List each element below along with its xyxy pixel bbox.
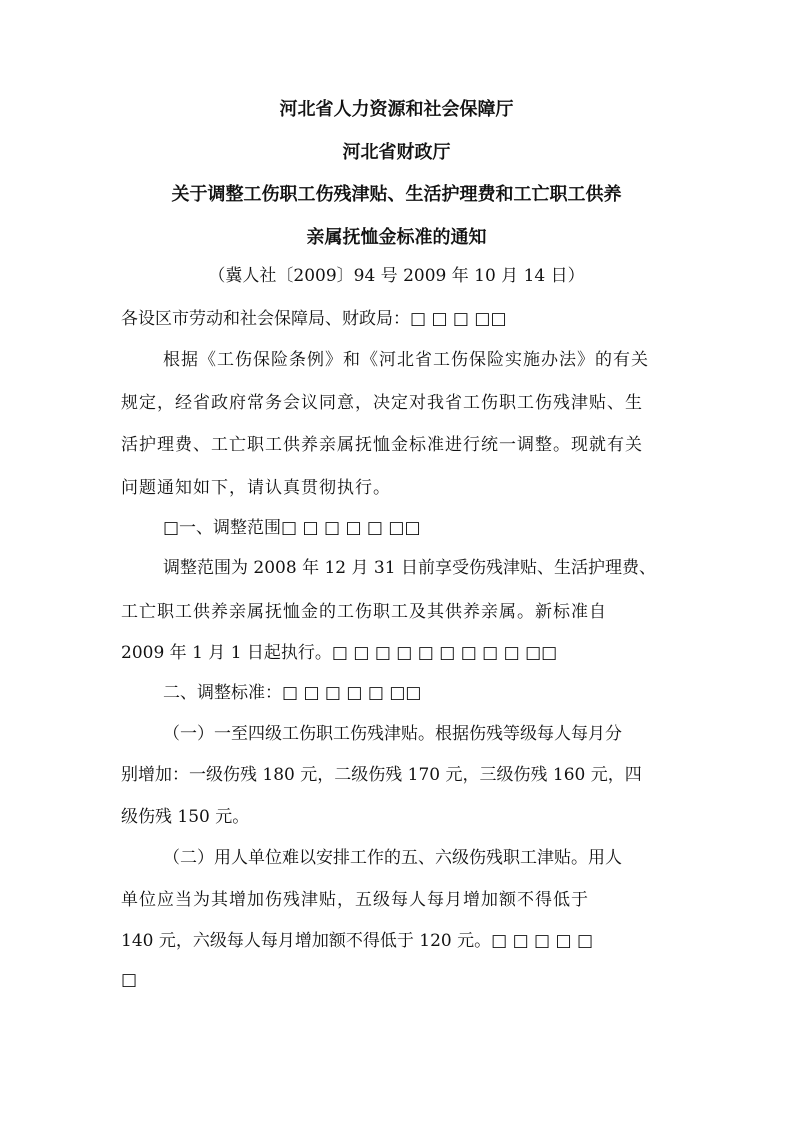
paragraph-4-line-2: 单位应当为其增加伤残津贴，五级每人每月增加额不得低于 bbox=[121, 890, 589, 910]
paragraph-2-line-3: 2009 年 1 月 1 日起执行。□ □ □ □ □ □ □ □ □ □□ bbox=[121, 643, 558, 663]
notice-title-line-1: 关于调整工伤职工伤残津贴、生活护理费和工亡职工供养 bbox=[171, 184, 622, 205]
section-2-heading: 二、调整标准：□ □ □ □ □ □□ bbox=[163, 683, 422, 703]
paragraph-1-line-1: 根据《工伤保险条例》和《河北省工伤保险实施办法》的有关 bbox=[163, 350, 649, 370]
paragraph-1-line-2: 规定，经省政府常务会议同意，决定对我省工伤职工伤残津贴、生 bbox=[121, 393, 643, 413]
paragraph-3-line-1: （一）一至四级工伤职工伤残津贴。根据伤残等级每人每月分 bbox=[163, 724, 622, 744]
paragraph-4-line-1: （二）用人单位难以安排工作的五、六级伤残职工津贴。用人 bbox=[163, 848, 622, 868]
paragraph-4-line-3: 140 元，六级每人每月增加额不得低于 120 元。□ □ □ □ □ bbox=[121, 931, 594, 951]
paragraph-1-line-4: 问题通知如下，请认真贯彻执行。 bbox=[121, 478, 391, 498]
notice-title-line-2: 亲属抚恤金标准的通知 bbox=[306, 227, 487, 248]
paragraph-2-line-2: 工亡职工供养亲属抚恤金的工伤职工及其供养亲属。新标准自 bbox=[121, 602, 607, 622]
paragraph-1-line-3: 活护理费、工亡职工供养亲属抚恤金标准进行统一调整。现就有关 bbox=[121, 435, 643, 455]
addressee: 各设区市劳动和社会保障局、财政局：□ □ □ □□ bbox=[121, 309, 507, 329]
issuer-title-2: 河北省财政厅 bbox=[342, 142, 451, 163]
document-number: （冀人社〔2009〕94 号 2009 年 10 月 14 日） bbox=[208, 266, 585, 286]
paragraph-3-line-3: 级伤残 150 元。 bbox=[121, 807, 250, 827]
paragraph-3-line-2: 别增加：一级伤残 180 元，二级伤残 170 元，三级伤残 160 元，四 bbox=[121, 765, 642, 785]
paragraph-4-line-4: □ bbox=[121, 970, 138, 990]
paragraph-2-line-1: 调整范围为 2008 年 12 月 31 日前享受伤残津贴、生活护理费、 bbox=[163, 558, 656, 578]
issuer-title-1: 河北省人力资源和社会保障厅 bbox=[279, 99, 514, 120]
section-1-heading: □一、调整范围□ □ □ □ □ □□ bbox=[163, 518, 421, 538]
